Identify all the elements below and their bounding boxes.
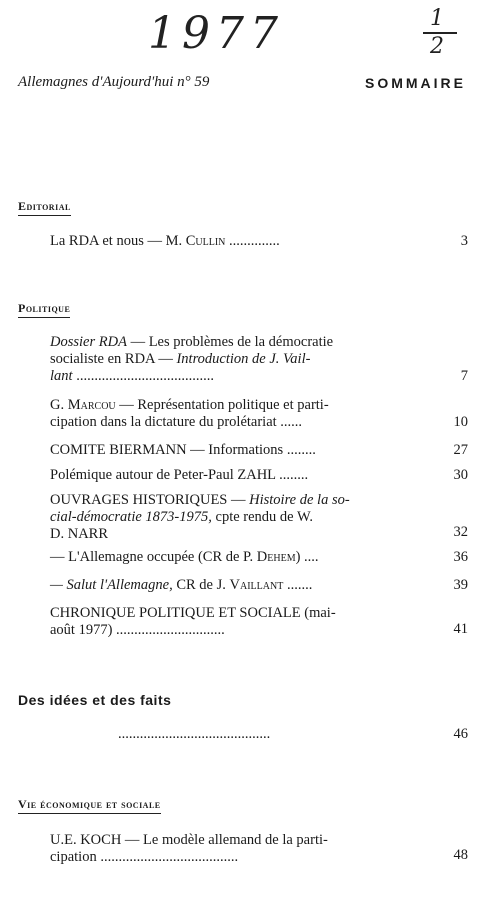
page-number: 30	[453, 467, 468, 483]
entry-text: ) ....	[295, 549, 319, 565]
entry-text: cpte rendu de W.	[211, 509, 313, 525]
leader-dots: ......................................	[72, 368, 214, 384]
toc-entry	[50, 605, 420, 639]
entry-author: Dehem	[256, 549, 296, 565]
entry-text: — Les problèmes de la démocratie	[126, 334, 334, 350]
fraction-numerator: 1	[430, 6, 450, 31]
entry-text: Histoire de la so-	[249, 492, 350, 508]
entry-author: Vaillant	[229, 577, 284, 593]
toc-entry	[50, 334, 420, 385]
entry-text: août 1977) ..............................	[50, 622, 225, 638]
entry-text: OUVRAGES HISTORIQUES —	[50, 492, 250, 508]
entry-text: — L'Allemagne occupée (CR de P.	[50, 549, 257, 565]
section-editorial-heading: Editorial	[18, 199, 71, 216]
entry-text: Dossier RDA	[50, 334, 127, 350]
page-number: 46	[453, 726, 468, 742]
entry-text: cipation ......................................	[50, 849, 239, 865]
section-vie-heading: Vie économique et sociale	[18, 797, 161, 814]
entry-author: Marcou	[67, 397, 116, 413]
section-politique-heading: Politique	[18, 301, 70, 318]
page-number: 10	[453, 414, 468, 430]
sommaire-heading: SOMMAIRE	[365, 75, 466, 91]
entry-text: La RDA et nous — M.	[50, 233, 186, 249]
toc-entry: COMITE BIERMANN — Informations ........	[50, 442, 316, 458]
toc-entry	[50, 832, 420, 866]
entry-text: lant	[50, 368, 73, 384]
section-idees-heading: Des idées et des faits	[18, 692, 172, 708]
page-number: 27	[453, 442, 468, 458]
page-number: 36	[453, 549, 468, 565]
entry-text: Introduction de J. Vail-	[176, 351, 311, 367]
toc-entry	[50, 549, 420, 566]
fraction-denominator: 2	[430, 34, 450, 59]
handwritten-fraction	[420, 6, 460, 60]
leader-dots: ..........................................	[118, 726, 271, 742]
entry-text: socialiste en RDA —	[50, 351, 177, 367]
entry-text: G.	[50, 397, 68, 413]
entry-text: — Salut l'Allemagne,	[50, 577, 173, 593]
handwritten-year: 1977	[148, 8, 284, 59]
entry-text: .......	[283, 577, 313, 593]
journal-title: Allemagnes d'Aujourd'hui n° 59	[18, 74, 210, 90]
entry-text: U.E. KOCH — Le modèle allemand de la parti-	[50, 832, 328, 848]
toc-entry	[50, 233, 420, 250]
page-number: 3	[460, 233, 468, 249]
page-number: 32	[453, 524, 468, 540]
leader-dots: ..............	[225, 233, 280, 249]
page-number: 7	[460, 368, 468, 384]
entry-text: CR de J.	[172, 577, 230, 593]
toc-entry	[50, 397, 420, 431]
page-number: 48	[453, 847, 468, 863]
toc-entry	[50, 577, 420, 594]
entry-author: Cullin	[185, 233, 226, 249]
page-header	[18, 74, 470, 96]
entry-text: — Représentation politique et parti-	[115, 397, 329, 413]
entry-text: CHRONIQUE POLITIQUE ET SOCIALE (mai-	[50, 605, 336, 621]
toc-entry	[50, 492, 420, 543]
entry-text: cipation dans la dictature du prolétariat ......	[50, 414, 303, 430]
entry-text: D. NARR	[50, 526, 109, 542]
page-number: 39	[453, 577, 468, 593]
entry-text: cial-démocratie 1873-1975,	[50, 509, 212, 525]
toc-entry: Polémique autour de Peter-Paul ZAHL ........	[50, 467, 309, 483]
page-number: 41	[453, 621, 468, 637]
